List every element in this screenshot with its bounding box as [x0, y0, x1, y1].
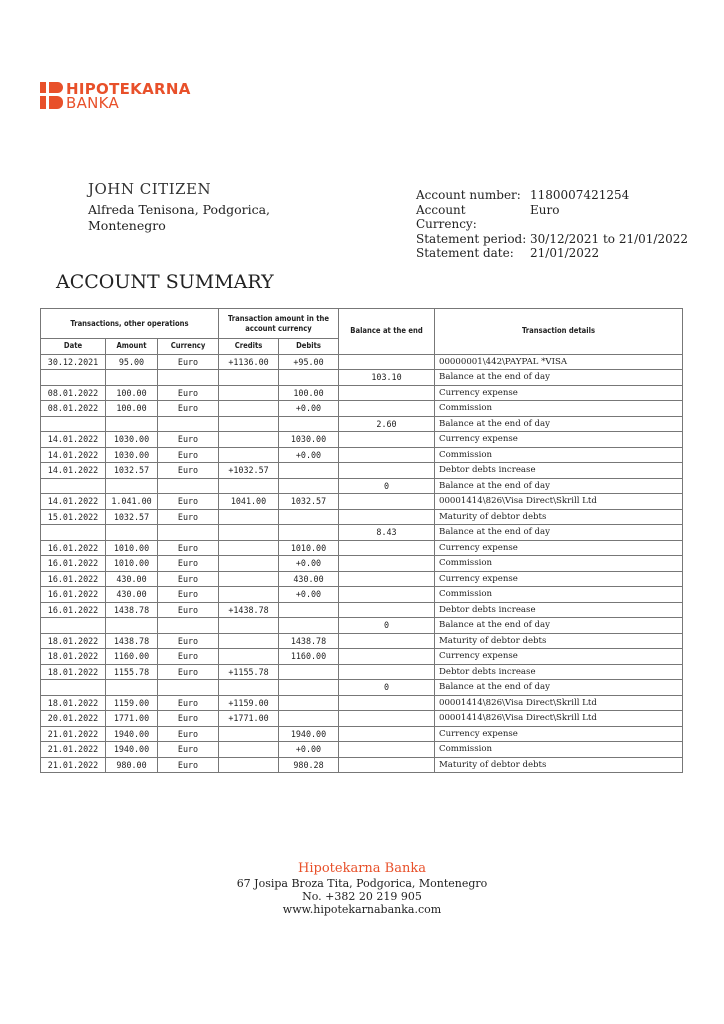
cell-details: Maturity of debtor debts	[435, 757, 683, 773]
cell-currency: Euro	[158, 556, 219, 572]
cell-credits	[219, 587, 279, 603]
cell-debits: +95.00	[279, 354, 339, 370]
cell-debits: 1940.00	[279, 726, 339, 742]
cell-details: Balance at the end of day	[435, 370, 683, 386]
logo-wordmark	[66, 82, 191, 110]
header-amount-in-currency: Transaction amount in the account currency	[219, 309, 339, 339]
cell-amount: 1159.00	[106, 695, 158, 711]
cell-date: 08.01.2022	[41, 401, 106, 417]
cell-date: 20.01.2022	[41, 711, 106, 727]
cell-balance	[339, 726, 435, 742]
cell-credits: +1136.00	[219, 354, 279, 370]
cell-credits	[219, 509, 279, 525]
table-row	[41, 354, 683, 370]
cell-details: Balance at the end of day	[435, 416, 683, 432]
account-value: Euro	[530, 202, 560, 217]
cell-currency: Euro	[158, 695, 219, 711]
cell-amount: 1010.00	[106, 556, 158, 572]
cell-balance	[339, 587, 435, 603]
table-row	[41, 478, 683, 494]
cell-date: 18.01.2022	[41, 695, 106, 711]
cell-debits	[279, 664, 339, 680]
cell-debits: 1030.00	[279, 432, 339, 448]
cell-debits: +0.00	[279, 447, 339, 463]
cell-date	[41, 525, 106, 541]
cell-credits	[219, 447, 279, 463]
cell-debits	[279, 680, 339, 696]
cell-currency: Euro	[158, 602, 219, 618]
cell-currency	[158, 416, 219, 432]
cell-balance	[339, 540, 435, 556]
table-row	[41, 633, 683, 649]
table-row	[41, 556, 683, 572]
table-row	[41, 385, 683, 401]
cell-debits	[279, 711, 339, 727]
cell-currency: Euro	[158, 649, 219, 665]
cell-details: Commission	[435, 587, 683, 603]
cell-currency: Euro	[158, 664, 219, 680]
cell-amount: 1032.57	[106, 509, 158, 525]
cell-credits	[219, 556, 279, 572]
table-row	[41, 432, 683, 448]
table-row	[41, 726, 683, 742]
header-transactions: Transactions, other operations	[41, 309, 219, 339]
col-currency: Currency	[158, 339, 219, 355]
account-label: Statement period:	[416, 231, 527, 246]
cell-balance: 2.60	[339, 416, 435, 432]
cell-balance	[339, 463, 435, 479]
footer-address: 67 Josipa Broza Tita, Podgorica, Montenegro	[236, 877, 488, 890]
cell-balance	[339, 385, 435, 401]
logo-line2: BANKA	[66, 94, 120, 112]
cell-balance	[339, 757, 435, 773]
cell-date: 30.12.2021	[41, 354, 106, 370]
cell-balance: 8.43	[339, 525, 435, 541]
table-row	[41, 711, 683, 727]
cell-date: 14.01.2022	[41, 463, 106, 479]
account-label: Statement date:	[416, 246, 514, 260]
col-credits: Credits	[219, 339, 279, 355]
cell-amount: 1940.00	[106, 726, 158, 742]
cell-date	[41, 370, 106, 386]
cell-currency: Euro	[158, 509, 219, 525]
cell-currency: Euro	[158, 587, 219, 603]
cell-details: Commission	[435, 742, 683, 758]
group-header-row	[41, 309, 683, 339]
cell-currency: Euro	[158, 354, 219, 370]
account-label: Account Currency:	[416, 202, 477, 231]
cell-debits	[279, 478, 339, 494]
cell-currency: Euro	[158, 463, 219, 479]
cell-details: Currency expense	[435, 385, 683, 401]
cell-date	[41, 618, 106, 634]
account-value: 30/12/2021 to 21/01/2022	[530, 231, 689, 246]
cell-date: 16.01.2022	[41, 540, 106, 556]
cell-credits: +1032.57	[219, 463, 279, 479]
cell-balance	[339, 664, 435, 680]
cell-details: Debtor debts increase	[435, 602, 683, 618]
cell-details: Commission	[435, 401, 683, 417]
cell-currency: Euro	[158, 432, 219, 448]
cell-date: 16.01.2022	[41, 587, 106, 603]
cell-balance: 103.10	[339, 370, 435, 386]
cell-date: 21.01.2022	[41, 742, 106, 758]
cell-currency: Euro	[158, 726, 219, 742]
cell-credits	[219, 633, 279, 649]
cell-balance	[339, 571, 435, 587]
table-row	[41, 587, 683, 603]
cell-date: 14.01.2022	[41, 447, 106, 463]
cell-currency	[158, 525, 219, 541]
table-row	[41, 664, 683, 680]
cell-details: Balance at the end of day	[435, 680, 683, 696]
cell-debits	[279, 463, 339, 479]
cell-currency	[158, 478, 219, 494]
cell-details: Balance at the end of day	[435, 525, 683, 541]
footer-phone: No. +382 20 219 905	[302, 890, 422, 903]
cell-credits: +1155.78	[219, 664, 279, 680]
account-info	[416, 188, 688, 261]
cell-debits: +0.00	[279, 556, 339, 572]
cell-details: Commission	[435, 556, 683, 572]
cell-date: 15.01.2022	[41, 509, 106, 525]
cell-credits	[219, 618, 279, 634]
footer-website[interactable]: www.hipotekarnabanka.com	[282, 903, 442, 916]
cell-amount	[106, 370, 158, 386]
customer-address	[88, 202, 270, 234]
cell-currency: Euro	[158, 494, 219, 510]
table-row	[41, 742, 683, 758]
cell-amount: 1032.57	[106, 463, 158, 479]
cell-debits	[279, 509, 339, 525]
header-balance: Balance at the end	[339, 309, 435, 355]
cell-credits	[219, 385, 279, 401]
cell-details: Currency expense	[435, 726, 683, 742]
cell-credits: +1771.00	[219, 711, 279, 727]
table-row	[41, 525, 683, 541]
cell-debits	[279, 370, 339, 386]
cell-credits	[219, 478, 279, 494]
cell-details: Debtor debts increase	[435, 463, 683, 479]
cell-debits	[279, 695, 339, 711]
transactions-table	[40, 308, 683, 773]
cell-credits	[219, 649, 279, 665]
cell-date	[41, 416, 106, 432]
cell-details: Debtor debts increase	[435, 664, 683, 680]
cell-date	[41, 680, 106, 696]
table-row	[41, 695, 683, 711]
cell-balance	[339, 354, 435, 370]
table-row	[41, 447, 683, 463]
cell-currency: Euro	[158, 633, 219, 649]
cell-balance	[339, 742, 435, 758]
cell-details: 00001414\826\Visa Direct\Skrill Ltd	[435, 695, 683, 711]
account-value: 1180007421254	[530, 188, 630, 202]
cell-amount: 1.041.00	[106, 494, 158, 510]
footer-bank-name: Hipotekarna Banka	[298, 861, 426, 876]
cell-balance	[339, 711, 435, 727]
cell-amount: 1030.00	[106, 447, 158, 463]
cell-amount: 95.00	[106, 354, 158, 370]
cell-balance	[339, 447, 435, 463]
table-row	[41, 509, 683, 525]
cell-balance	[339, 633, 435, 649]
table-body	[41, 354, 683, 773]
cell-amount: 1771.00	[106, 711, 158, 727]
cell-currency: Euro	[158, 447, 219, 463]
account-row	[416, 232, 688, 247]
cell-amount	[106, 416, 158, 432]
customer-block	[88, 180, 270, 234]
address-line-2: Montenegro	[88, 218, 166, 233]
address-line-1: Alfreda Tenisona, Podgorica,	[88, 202, 271, 217]
cell-date: 18.01.2022	[41, 664, 106, 680]
cell-date: 21.01.2022	[41, 726, 106, 742]
cell-debits: 1032.57	[279, 494, 339, 510]
cell-credits	[219, 401, 279, 417]
table-row	[41, 416, 683, 432]
cell-amount: 1155.78	[106, 664, 158, 680]
table-row	[41, 757, 683, 773]
cell-amount: 1030.00	[106, 432, 158, 448]
cell-details: Currency expense	[435, 649, 683, 665]
cell-currency: Euro	[158, 571, 219, 587]
col-date: Date	[41, 339, 106, 355]
cell-date: 16.01.2022	[41, 556, 106, 572]
cell-amount	[106, 680, 158, 696]
cell-credits	[219, 757, 279, 773]
col-amount: Amount	[106, 339, 158, 355]
cell-currency	[158, 370, 219, 386]
cell-debits	[279, 602, 339, 618]
cell-debits: 980.28	[279, 757, 339, 773]
cell-currency	[158, 618, 219, 634]
cell-details: Balance at the end of day	[435, 618, 683, 634]
cell-debits: +0.00	[279, 742, 339, 758]
cell-date: 14.01.2022	[41, 432, 106, 448]
cell-debits: 1438.78	[279, 633, 339, 649]
cell-balance	[339, 494, 435, 510]
cell-date: 18.01.2022	[41, 633, 106, 649]
cell-credits	[219, 416, 279, 432]
account-row	[416, 203, 688, 232]
table-row	[41, 370, 683, 386]
cell-details: 00000001\442\PAYPAL *VISA	[435, 354, 683, 370]
cell-details: Currency expense	[435, 540, 683, 556]
cell-amount: 1160.00	[106, 649, 158, 665]
header-details: Transaction details	[435, 309, 683, 355]
cell-amount	[106, 478, 158, 494]
cell-credits	[219, 680, 279, 696]
cell-currency	[158, 680, 219, 696]
table-row	[41, 463, 683, 479]
cell-credits	[219, 571, 279, 587]
cell-details: Balance at the end of day	[435, 478, 683, 494]
cell-amount: 100.00	[106, 401, 158, 417]
cell-debits: 1160.00	[279, 649, 339, 665]
logo-icon	[40, 82, 63, 110]
account-value: 21/01/2022	[530, 246, 600, 260]
cell-details: 00001414\826\Visa Direct\Skrill Ltd	[435, 711, 683, 727]
cell-currency: Euro	[158, 540, 219, 556]
cell-amount: 430.00	[106, 587, 158, 603]
cell-debits: 1010.00	[279, 540, 339, 556]
cell-currency: Euro	[158, 757, 219, 773]
cell-credits: +1438.78	[219, 602, 279, 618]
cell-details: Maturity of debtor debts	[435, 633, 683, 649]
cell-currency: Euro	[158, 385, 219, 401]
cell-balance: 0	[339, 478, 435, 494]
cell-amount: 1010.00	[106, 540, 158, 556]
cell-details: 00001414\826\Visa Direct\Skrill Ltd	[435, 494, 683, 510]
cell-debits	[279, 416, 339, 432]
cell-amount: 980.00	[106, 757, 158, 773]
cell-details: Currency expense	[435, 571, 683, 587]
cell-balance	[339, 649, 435, 665]
cell-credits	[219, 742, 279, 758]
cell-balance	[339, 695, 435, 711]
cell-date: 08.01.2022	[41, 385, 106, 401]
cell-balance	[339, 432, 435, 448]
cell-credits: 1041.00	[219, 494, 279, 510]
col-debits: Debits	[279, 339, 339, 355]
account-label: Account number:	[416, 188, 521, 202]
table-row	[41, 401, 683, 417]
cell-credits	[219, 370, 279, 386]
cell-credits	[219, 432, 279, 448]
cell-amount	[106, 618, 158, 634]
cell-amount: 430.00	[106, 571, 158, 587]
table-row	[41, 571, 683, 587]
cell-date: 18.01.2022	[41, 649, 106, 665]
cell-debits: +0.00	[279, 401, 339, 417]
bank-logo	[40, 82, 191, 110]
cell-debits: 430.00	[279, 571, 339, 587]
cell-balance	[339, 401, 435, 417]
cell-amount: 1438.78	[106, 633, 158, 649]
logo-line1: HIPOTEKARNA	[66, 80, 191, 98]
cell-amount	[106, 525, 158, 541]
table-row	[41, 618, 683, 634]
cell-debits: +0.00	[279, 587, 339, 603]
cell-amount: 100.00	[106, 385, 158, 401]
cell-date: 16.01.2022	[41, 602, 106, 618]
cell-date: 16.01.2022	[41, 571, 106, 587]
cell-details: Currency expense	[435, 432, 683, 448]
table-row	[41, 494, 683, 510]
cell-currency: Euro	[158, 742, 219, 758]
cell-credits: +1159.00	[219, 695, 279, 711]
table-row	[41, 602, 683, 618]
cell-credits	[219, 540, 279, 556]
footer	[0, 861, 724, 916]
cell-date: 21.01.2022	[41, 757, 106, 773]
table-row	[41, 540, 683, 556]
cell-credits	[219, 726, 279, 742]
cell-balance	[339, 556, 435, 572]
cell-date: 14.01.2022	[41, 494, 106, 510]
summary-title: ACCOUNT SUMMARY	[56, 271, 274, 293]
cell-debits	[279, 618, 339, 634]
cell-balance: 0	[339, 618, 435, 634]
cell-details: Maturity of debtor debts	[435, 509, 683, 525]
cell-date	[41, 478, 106, 494]
cell-amount: 1438.78	[106, 602, 158, 618]
cell-amount: 1940.00	[106, 742, 158, 758]
customer-name: JOHN CITIZEN	[88, 180, 212, 198]
account-row	[416, 246, 688, 261]
table-row	[41, 680, 683, 696]
table-row	[41, 649, 683, 665]
cell-credits	[219, 525, 279, 541]
cell-currency: Euro	[158, 401, 219, 417]
cell-debits: 100.00	[279, 385, 339, 401]
cell-balance	[339, 602, 435, 618]
cell-balance	[339, 509, 435, 525]
account-row	[416, 188, 688, 203]
cell-details: Commission	[435, 447, 683, 463]
cell-balance: 0	[339, 680, 435, 696]
cell-debits	[279, 525, 339, 541]
cell-currency: Euro	[158, 711, 219, 727]
